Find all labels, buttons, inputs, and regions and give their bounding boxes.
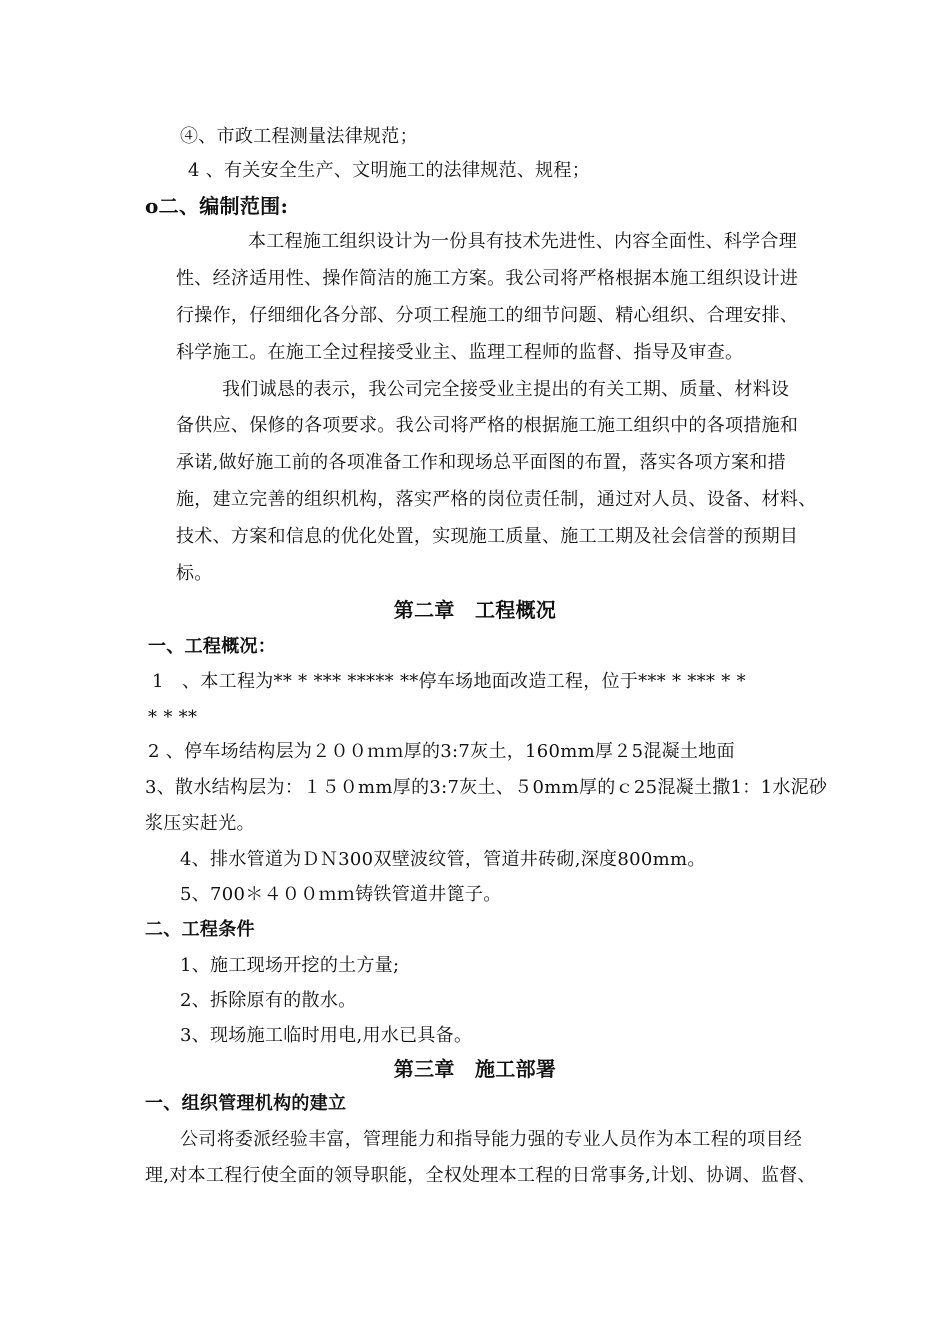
paragraph-line: 我们诚恳的表示，我公司完全接受业主提出的有关工期、质量、材料设 [222, 379, 790, 400]
paragraph-line: 性、经济适用性、操作简洁的施工方案。我公司将严格根据本施工组织设计进 [176, 268, 799, 289]
paragraph-line: 施，建立完善的组织机构，落实严格的岗位责任制，通过对人员、设备、材料、 [176, 489, 817, 510]
paragraph-line: 公司将委派经验丰富，管理能力和指导能力强的专业人员作为本工程的项目经 [180, 1129, 803, 1150]
paragraph-line: 承诺,做好施工前的各项准备工作和现场总平面图的布置，落实各项方案和措 [176, 452, 786, 473]
basis-item: ④、市政工程测量法律规范； [180, 126, 418, 147]
paragraph-line: 行操作，仔细细化各分部、分项工程施工的细节问题、精心组织、合理安排、 [176, 305, 799, 326]
paragraph-line: 标。 [176, 563, 213, 584]
overview-line: 5、700＊４００ｍｍ铸铁管道井篦子。 [180, 884, 502, 905]
paragraph-line: 本工程施工组织设计为一份具有技术先进性、内容全面性、科学合理 [248, 231, 797, 252]
section-heading-organization: 一、组织管理机构的建立 [145, 1093, 347, 1114]
chapter-title: 第三章 施工部署 [393, 1057, 557, 1081]
section-heading-scope: o二、编制范围: [145, 194, 289, 218]
section-heading-conditions: 二、工程条件 [145, 919, 255, 940]
overview-line: 2 、停车场结构层为２００ｍｍ厚的3:7灰土，160mm厚２5混凝土地面 [148, 741, 735, 762]
chapter-title: 第二章 工程概况 [393, 598, 557, 622]
condition-item: 2、拆除原有的散水。 [180, 990, 357, 1011]
paragraph-line: 技术、方案和信息的优化处置，实现施工质量、施工工期及社会信誉的预期目 [176, 526, 799, 547]
overview-line: 1 、本工程为** * *** ***** **停车场地面改造工程，位于*** * *** * * [152, 671, 746, 692]
section-heading-overview: 一、工程概况： [148, 636, 277, 657]
overview-line: * * ** [148, 707, 198, 728]
basis-item: 4 、有关安全生产、文明施工的法律规范、规程； [188, 160, 591, 181]
paragraph-line: 备供应、保修的各项要求。我公司将严格的根据施工施工组织中的各项措施和 [176, 415, 799, 436]
paragraph-line: 科学施工。在施工全过程接受业主、监理工程师的监督、指导及审查。 [176, 342, 744, 363]
condition-item: 1、施工现场开挖的土方量; [180, 955, 400, 976]
condition-item: 3、现场施工临时用电,用水已具备。 [180, 1025, 473, 1046]
overview-line: 浆压实赶光。 [145, 813, 255, 834]
overview-line: 4、排水管道为ＤＮ300双壁波纹管，管道井砖砌,深度800mm。 [180, 849, 706, 870]
paragraph-line: 理,对本工程行使全面的领导职能，全权处理本工程的日常事务,计划、协调、监督、 [145, 1165, 816, 1186]
overview-line: 3、散水结构层为：１５０mm厚的3:7灰土、５0mm厚的ｃ25混凝土撒1：1水泥砂 [145, 777, 828, 798]
